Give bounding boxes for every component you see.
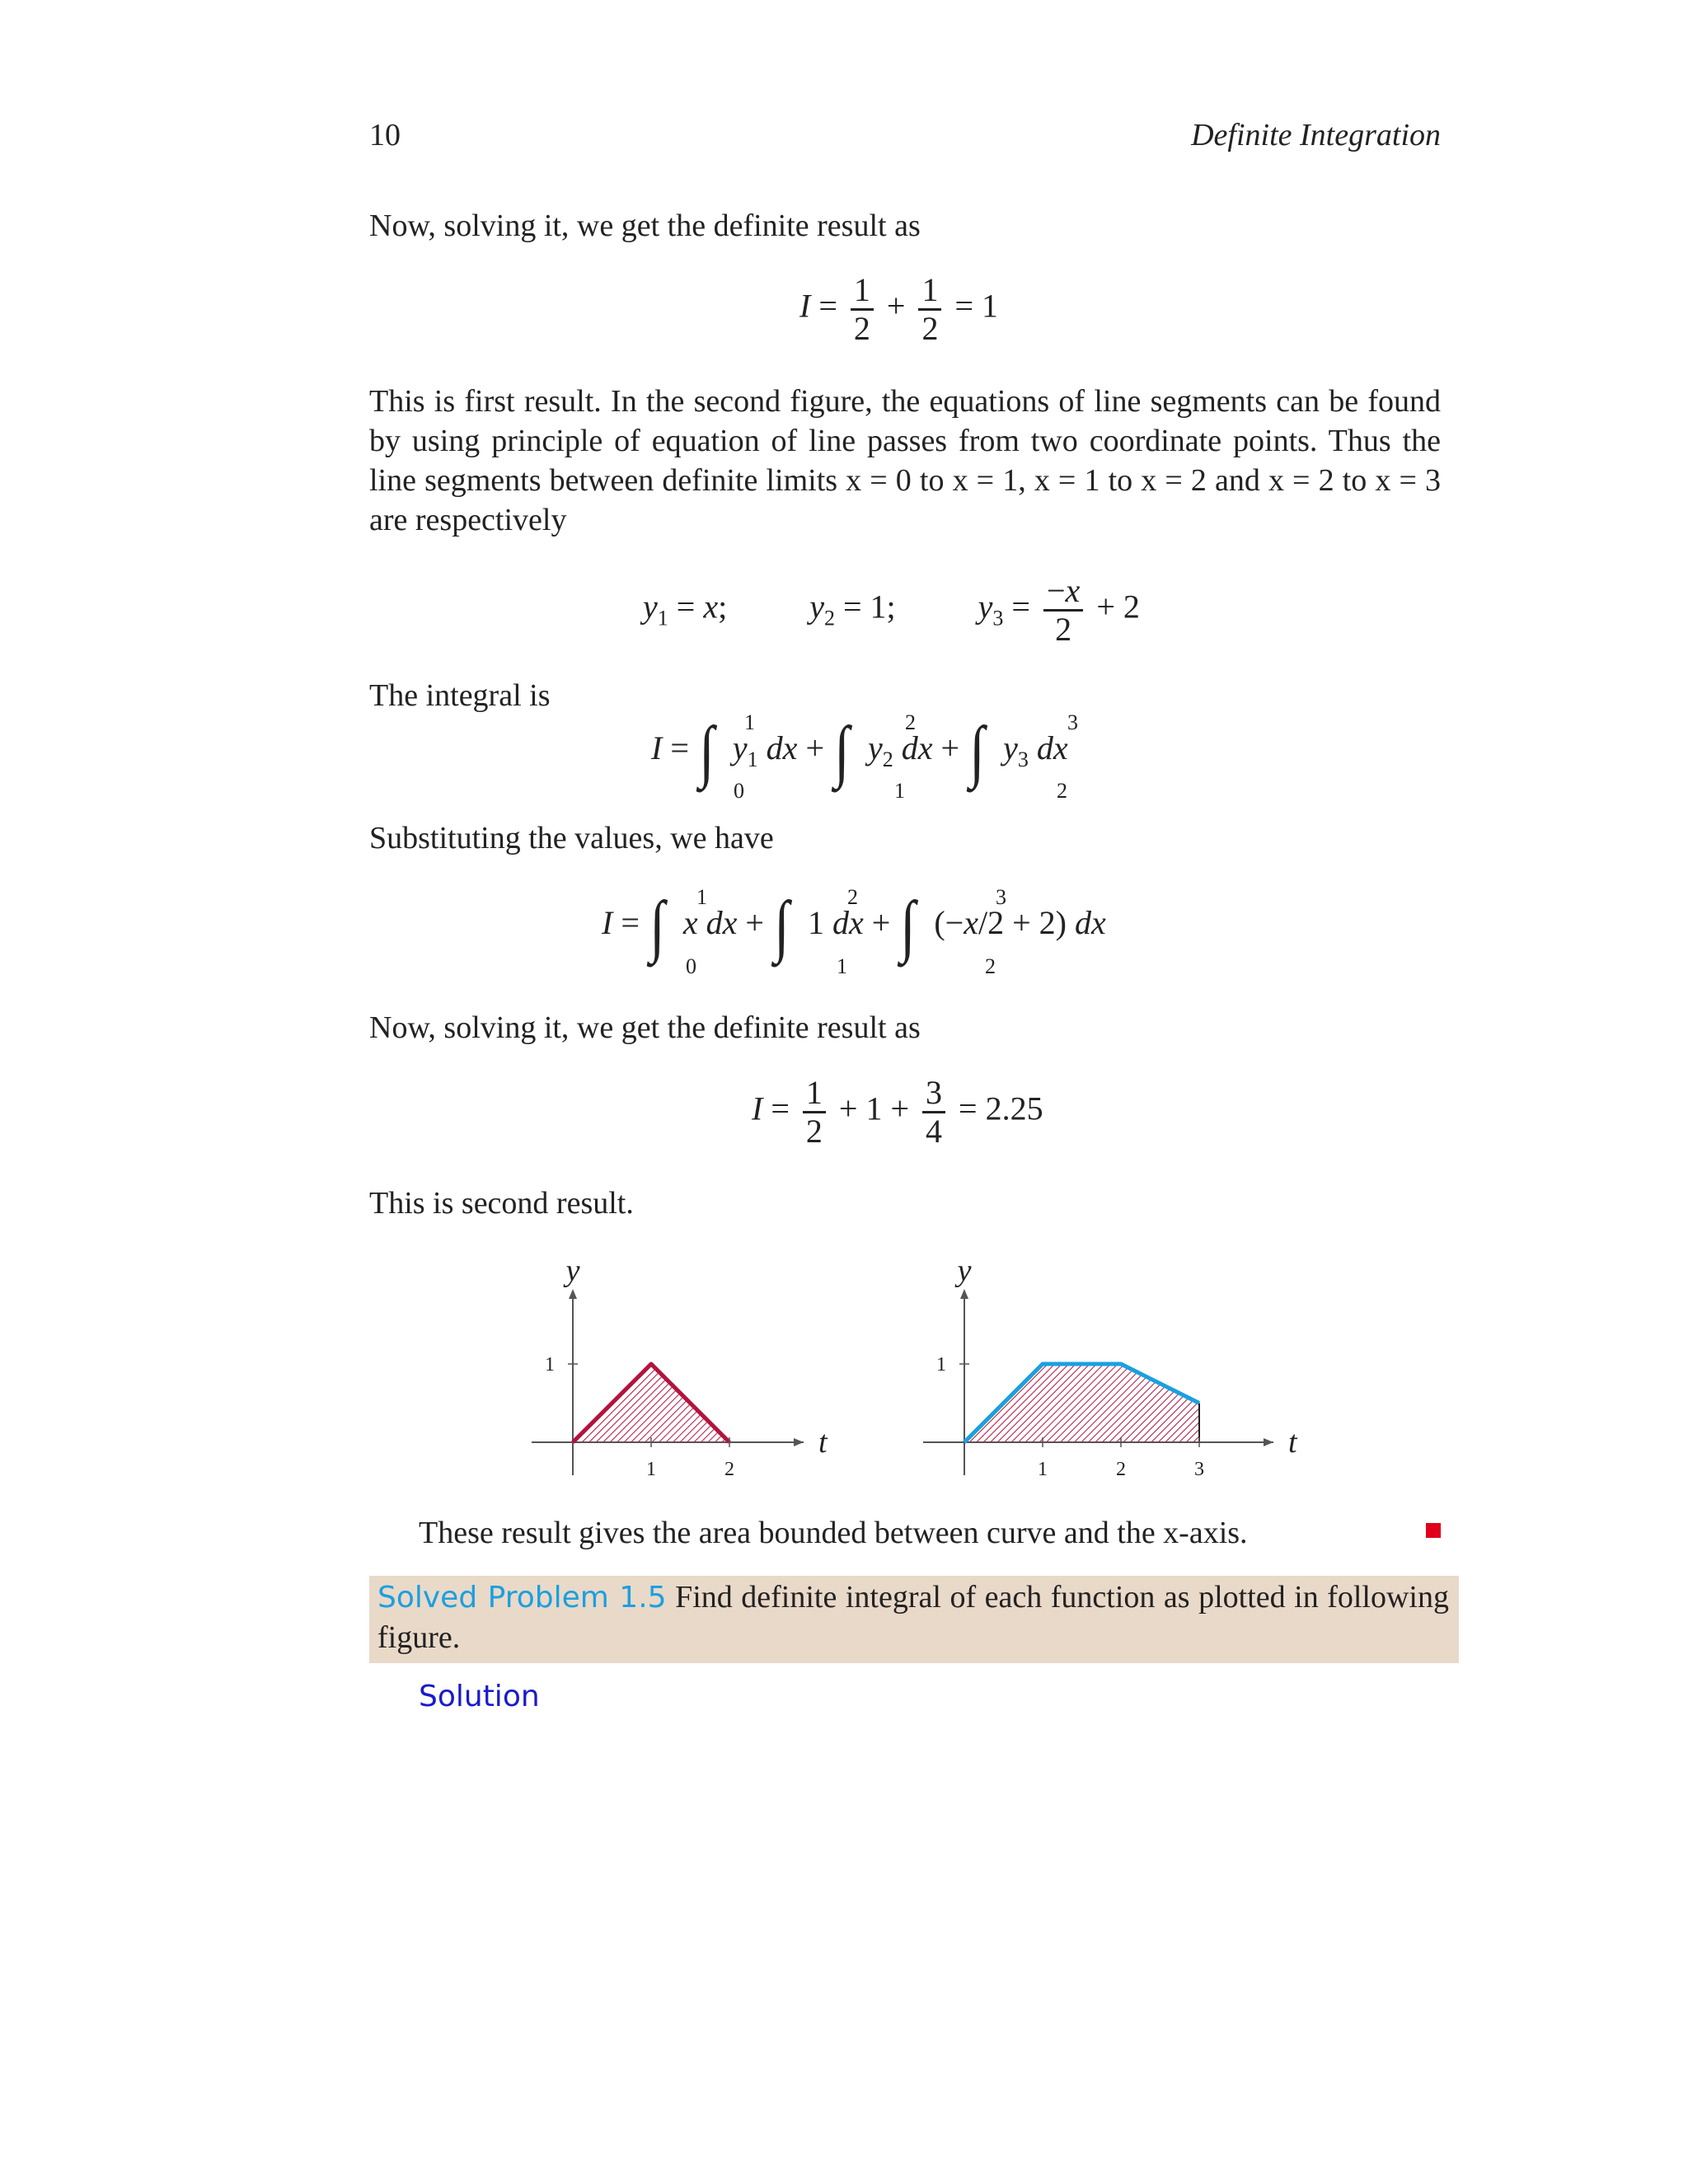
qed-square-icon bbox=[1426, 1523, 1441, 1538]
x-tick-label: 1 bbox=[1038, 1459, 1048, 1475]
paragraph-solving-2: Now, solving it, we get the definite result as bbox=[369, 1010, 921, 1045]
x-axis-arrow-icon bbox=[1264, 1438, 1273, 1446]
area-fill bbox=[964, 1364, 1199, 1442]
paragraph-integral-is: The integral is bbox=[369, 678, 551, 713]
paragraph-first-result: This is first result. In the second figure, the equations of line segments can be found by using principle of equation of line passes from two coordinate points. Thus the line segments between definite limits x = 0 to x = 1, x = 1 to x = 2 and x = 2 to x = 3 are respectively bbox=[369, 384, 1441, 537]
y-tick-label: 1 bbox=[936, 1354, 946, 1376]
paragraph-second-result: This is second result. bbox=[369, 1186, 634, 1221]
paragraph-solving-1: Now, solving it, we get the definite result as bbox=[369, 209, 921, 243]
chart-triangle bbox=[495, 1253, 874, 1475]
y-axis-label: y bbox=[565, 1254, 580, 1288]
problem-text: Find definite integral of each function as plotted in following figure. bbox=[377, 1580, 1449, 1655]
equation-integral-substituted: I = ∫ x dx + ∫ 1 dx + ∫ (−x/2 + 2) dx bbox=[602, 888, 1106, 964]
equation-first-result: I = $\frac{1}{2}$ + $\frac{1}{2}$ = 1 bbox=[799, 271, 999, 347]
x-tick-label: 3 bbox=[1194, 1459, 1204, 1475]
paragraph-area: These result gives the area bounded between curve and the x-axis. bbox=[419, 1516, 1248, 1550]
equation-segments: $y_1 = x$; $y_2 = 1$; $y_3$ = $\frac{-x}{2}$ + 2 bbox=[643, 572, 1140, 648]
equation-integral-general: I = ∫ $y_1$ dx + ∫ $y_2$ dx + ∫ $y_3$ dx bbox=[651, 713, 1068, 790]
y-axis-arrow-icon bbox=[569, 1289, 577, 1299]
x-axis-label: t bbox=[818, 1425, 828, 1460]
paragraph-substituting: Substituting the values, we have bbox=[369, 821, 774, 855]
x-axis-label: t bbox=[1288, 1425, 1297, 1460]
equation-second-result: I = $\frac{1}{2}$ + 1 + $\frac{3}{4}$ = 2.25 bbox=[752, 1074, 1043, 1150]
x-tick-label: 1 bbox=[646, 1459, 656, 1475]
solution-label: Solution bbox=[419, 1680, 540, 1713]
x-tick-label: 2 bbox=[1116, 1459, 1126, 1475]
x-tick-label: 2 bbox=[724, 1459, 734, 1475]
y-axis-label: y bbox=[957, 1254, 972, 1288]
running-title: Definite Integration bbox=[1191, 118, 1441, 152]
page-number: 10 bbox=[369, 118, 401, 152]
area-fill bbox=[573, 1364, 729, 1442]
chart-trapezoid bbox=[882, 1253, 1343, 1475]
x-axis-arrow-icon bbox=[794, 1438, 804, 1446]
problem-label: Solved Problem 1.5 bbox=[377, 1581, 667, 1615]
y-axis-arrow-icon bbox=[960, 1289, 968, 1299]
y-tick-label: 1 bbox=[545, 1354, 555, 1376]
problem-statement bbox=[377, 1577, 1449, 1657]
